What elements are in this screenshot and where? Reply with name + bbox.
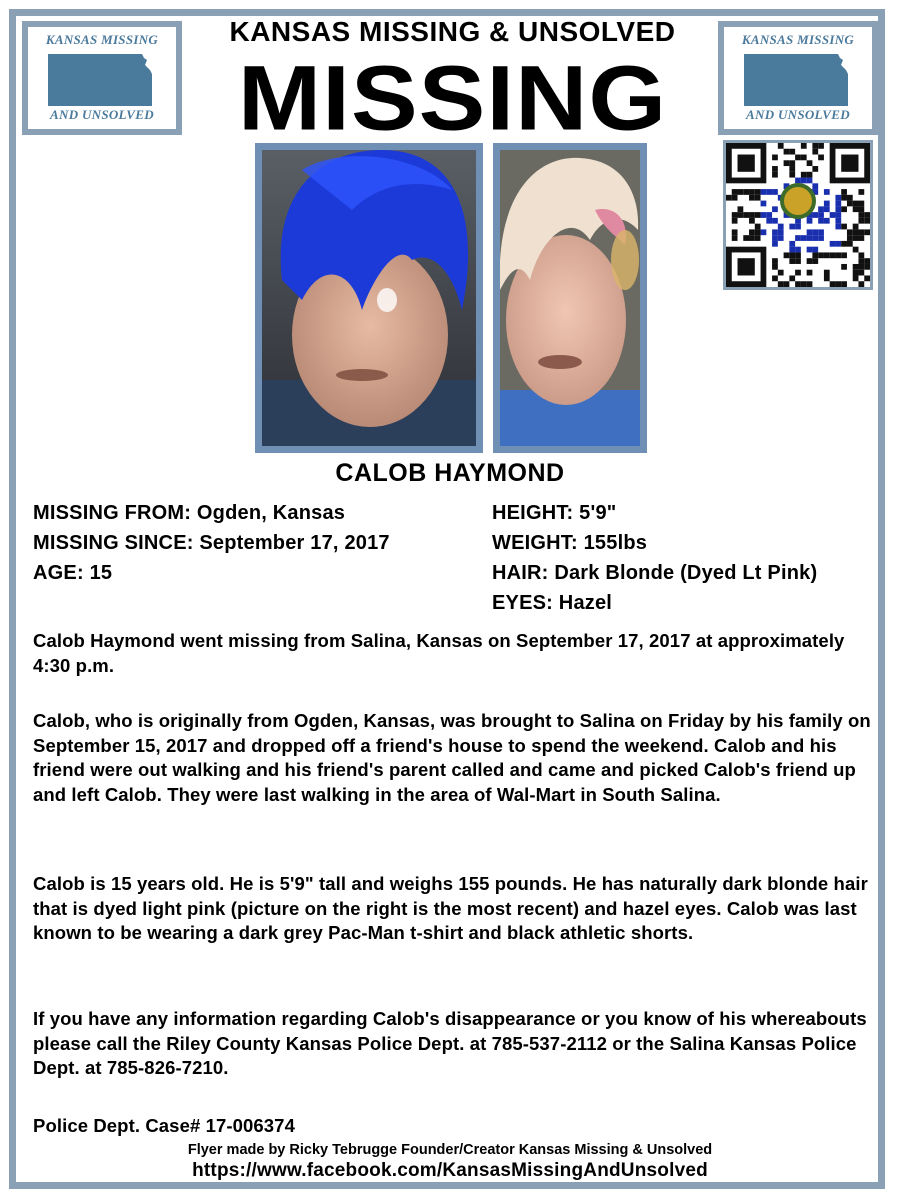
fact-eyes — [492, 592, 612, 615]
fact-missing-from — [33, 502, 345, 525]
facebook-link[interactable]: https://www.facebook.com/KansasMissingAndUnsolved — [192, 1160, 708, 1181]
paragraph-description: Calob is 15 years old. He is 5'9" tall and weighs 155 pounds. He has naturally dark blonde hair that is dyed light pink (picture on the right is the most recent) and hazel eyes. Calob was last known to be wearing a dark grey Pac-Man t-shirt and black athletic shorts. — [33, 873, 868, 943]
paragraph-circumstances: Calob, who is originally from Ogden, Kansas, was brought to Salina on Friday by his family on September 15, 2017 and dropped off a friend's house to spend the weekend. Calob and his friend were out walking and his friend's parent called and came and picked Calob's friend up and left Calob. They were last walking in the area of Wal-Mart in South Salina. — [33, 710, 871, 805]
kansas-map-icon — [742, 52, 854, 108]
logo-left — [22, 21, 182, 135]
fact-height — [492, 502, 616, 525]
flyer-credit: Flyer made by Ricky Tebrugge Founder/Creator Kansas Missing & Unsolved — [187, 1142, 713, 1158]
fact-label: HEIGHT: — [492, 502, 574, 524]
kansas-map-icon — [46, 52, 158, 108]
paragraph-summary: Calob Haymond went missing from Salina, Kansas on September 17, 2017 at approximately 4:30 p.m. — [33, 630, 845, 676]
case-number: Police Dept. Case# 17-006374 — [33, 1115, 295, 1136]
missing-person-name: CALOB HAYMOND — [335, 459, 565, 487]
fact-hair — [492, 562, 817, 585]
fact-missing-since — [33, 532, 390, 555]
logo-right-top-text: KANSAS MISSING — [741, 32, 855, 47]
fact-age — [33, 562, 112, 585]
missing-headline: MISSING — [237, 46, 668, 150]
qr-code — [723, 140, 873, 290]
fact-label: HAIR: — [492, 562, 549, 584]
fact-label: EYES: — [492, 592, 554, 614]
photo-blue-hair — [255, 143, 483, 453]
fact-value: September 17, 2017 — [199, 532, 390, 554]
organization-title: KANSAS MISSING & UNSOLVED — [229, 16, 676, 47]
fact-value: Dark Blonde (Dyed Lt Pink) — [554, 562, 818, 584]
paragraph-contact: If you have any information regarding Calob's disappearance or you know of his whereabouts please call the Riley County Kansas Police Dept. at 785-537-2112 or the Salina Kansas Police Dept. at 785-826-7210. — [33, 1008, 867, 1078]
fact-label: MISSING SINCE: — [33, 532, 194, 554]
fact-label: WEIGHT: — [492, 532, 578, 554]
logo-right — [718, 21, 878, 135]
photo-pink-hair — [493, 143, 647, 453]
fact-value: 15 — [89, 562, 113, 584]
fact-weight — [492, 532, 647, 555]
fact-value: 155lbs — [583, 532, 648, 554]
fact-label: AGE: — [33, 562, 84, 584]
logo-left-top-text: KANSAS MISSING — [45, 32, 159, 47]
fact-label: MISSING FROM: — [33, 502, 192, 524]
fact-value: 5'9" — [579, 502, 617, 524]
fact-value: Hazel — [558, 592, 613, 614]
logo-right-bottom-text: AND UNSOLVED — [746, 107, 850, 122]
logo-left-bottom-text: AND UNSOLVED — [50, 107, 154, 122]
fact-value: Ogden, Kansas — [196, 502, 346, 524]
